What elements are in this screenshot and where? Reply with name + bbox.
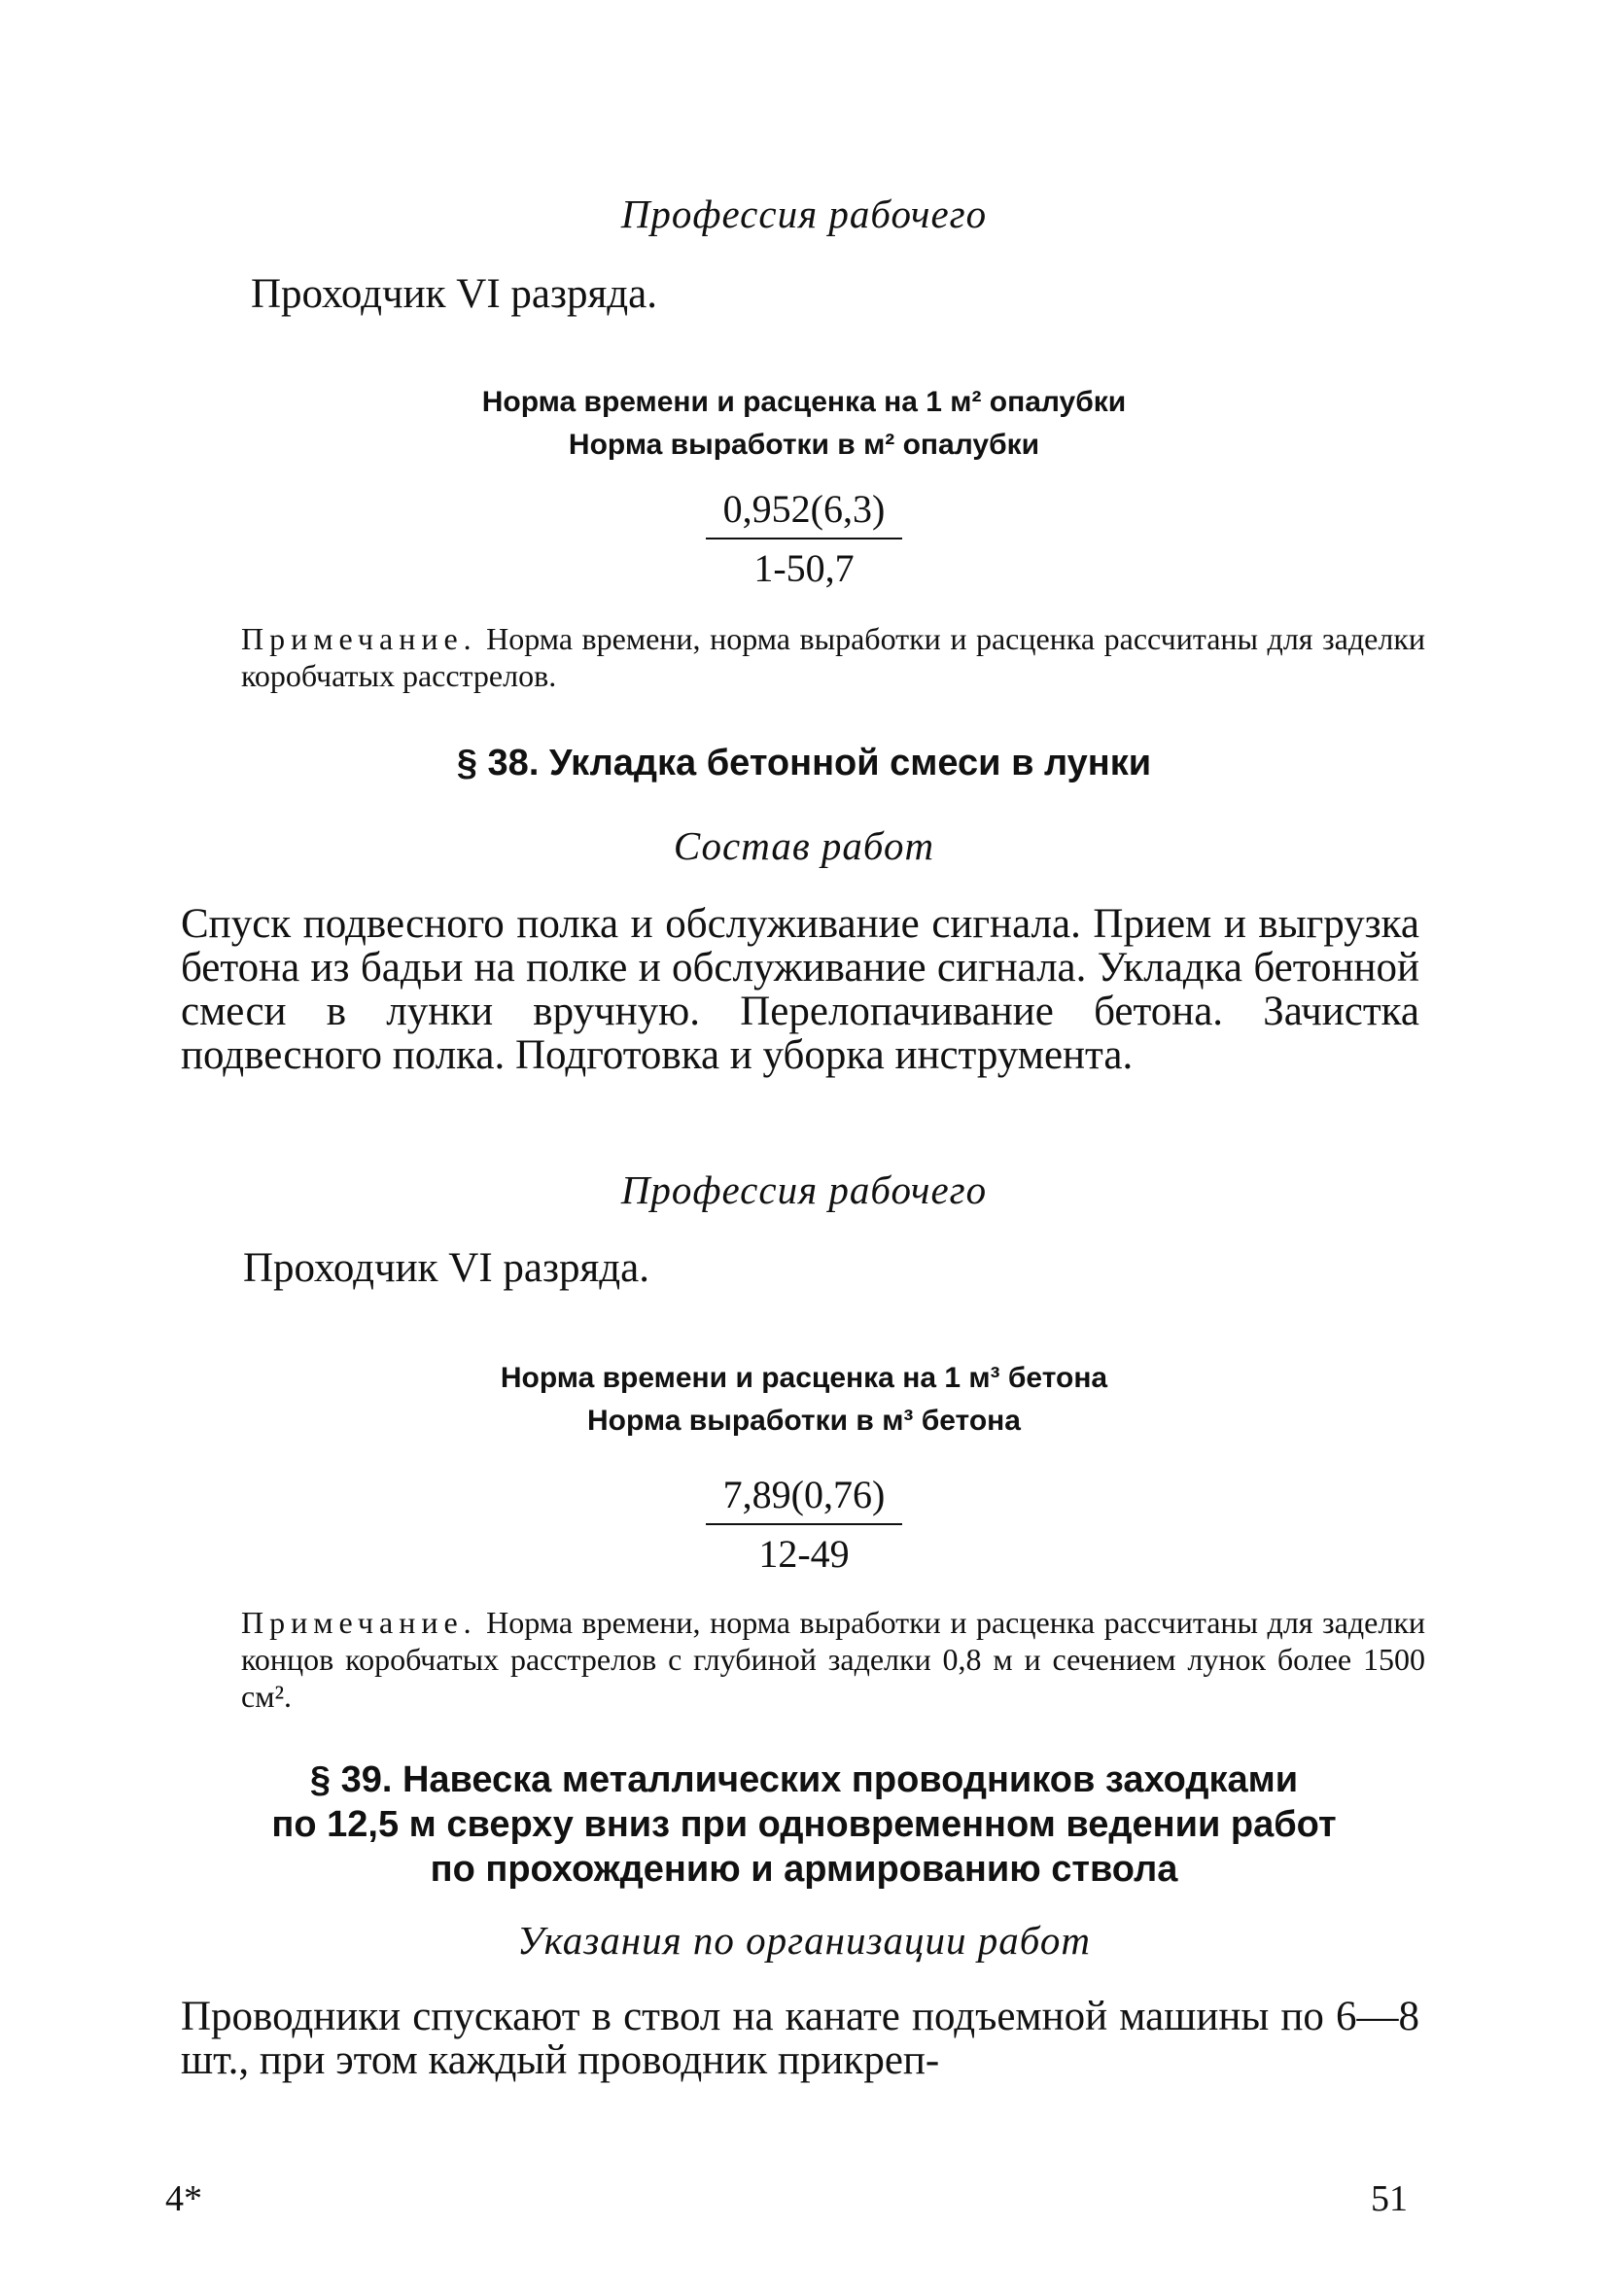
section-title-line-3: по прохождению и армированию ствола [430, 1849, 1178, 1890]
section-title [0, 1757, 1608, 1892]
page-number: 51 [1371, 2178, 1408, 2219]
printer-signature: 4* [165, 2178, 202, 2219]
section-title: § 38. Укладка бетонной смеси в лунки [456, 743, 1152, 783]
note [241, 620, 1425, 694]
note-label: Примечание. [241, 621, 477, 656]
norm-fraction [0, 486, 1608, 591]
section-subheading: Состав работ [673, 823, 935, 868]
section-paragraph: Проводники спускают в ствол на канате подъемной машины по 6—8 шт., при этом каждый проводник прикреп- [181, 1994, 1419, 2083]
fraction-denominator: 1-50,7 [753, 546, 855, 590]
fraction-denominator: 12-49 [758, 1532, 850, 1576]
norm-heading [0, 1357, 1608, 1443]
norm-line-2: Норма выработки в м³ бетона [587, 1405, 1021, 1437]
note-label: Примечание. [241, 1605, 477, 1640]
note [241, 1604, 1425, 1715]
profession-heading: Профессия рабочего [620, 191, 988, 236]
section-paragraph: Спуск подвесного полка и обслуживание сигнала. Прием и выгрузка бетона из бадьи на полке и обслуживание сигнала. Укладка бетонной смеси в лунки вручную. Перелопачивание бетона. Зачистка подвесного полка. Подготовка и уборка инструмента. [181, 901, 1419, 1078]
profession-heading: Профессия рабочего [620, 1167, 988, 1212]
norm-fraction [0, 1472, 1608, 1577]
section-title-line-1: § 39. Навеска металлических проводников заходками [309, 1759, 1299, 1800]
fraction-numerator: 0,952(6,3) [706, 486, 903, 539]
norm-line-1: Норма времени и расценка на 1 м³ бетона [500, 1362, 1108, 1394]
worker-text: Проходчик VI разряда. [243, 1245, 649, 1291]
worker-text: Проходчик VI разряда. [251, 271, 657, 317]
norm-line-2: Норма выработки в м² опалубки [568, 429, 1040, 461]
fraction-numerator: 7,89(0,76) [706, 1472, 903, 1525]
note-text: Норма времени, норма выработки и расценка рассчитаны для заделки коробчатых расстрелов. [241, 621, 1425, 693]
section-subheading: Указания по организации работ [517, 1918, 1091, 1963]
note-text: Норма времени, норма выработки и расценка рассчитаны для заделки концов коробчатых расстрелов с глубиной заделки 0,8 м и сечением лунок более 1500 см². [241, 1605, 1425, 1714]
norm-line-1: Норма времени и расценка на 1 м² опалубки [481, 386, 1127, 418]
norm-heading [0, 381, 1608, 467]
section-title-line-2: по 12,5 м сверху вниз при одновременном ведении работ [271, 1804, 1337, 1845]
